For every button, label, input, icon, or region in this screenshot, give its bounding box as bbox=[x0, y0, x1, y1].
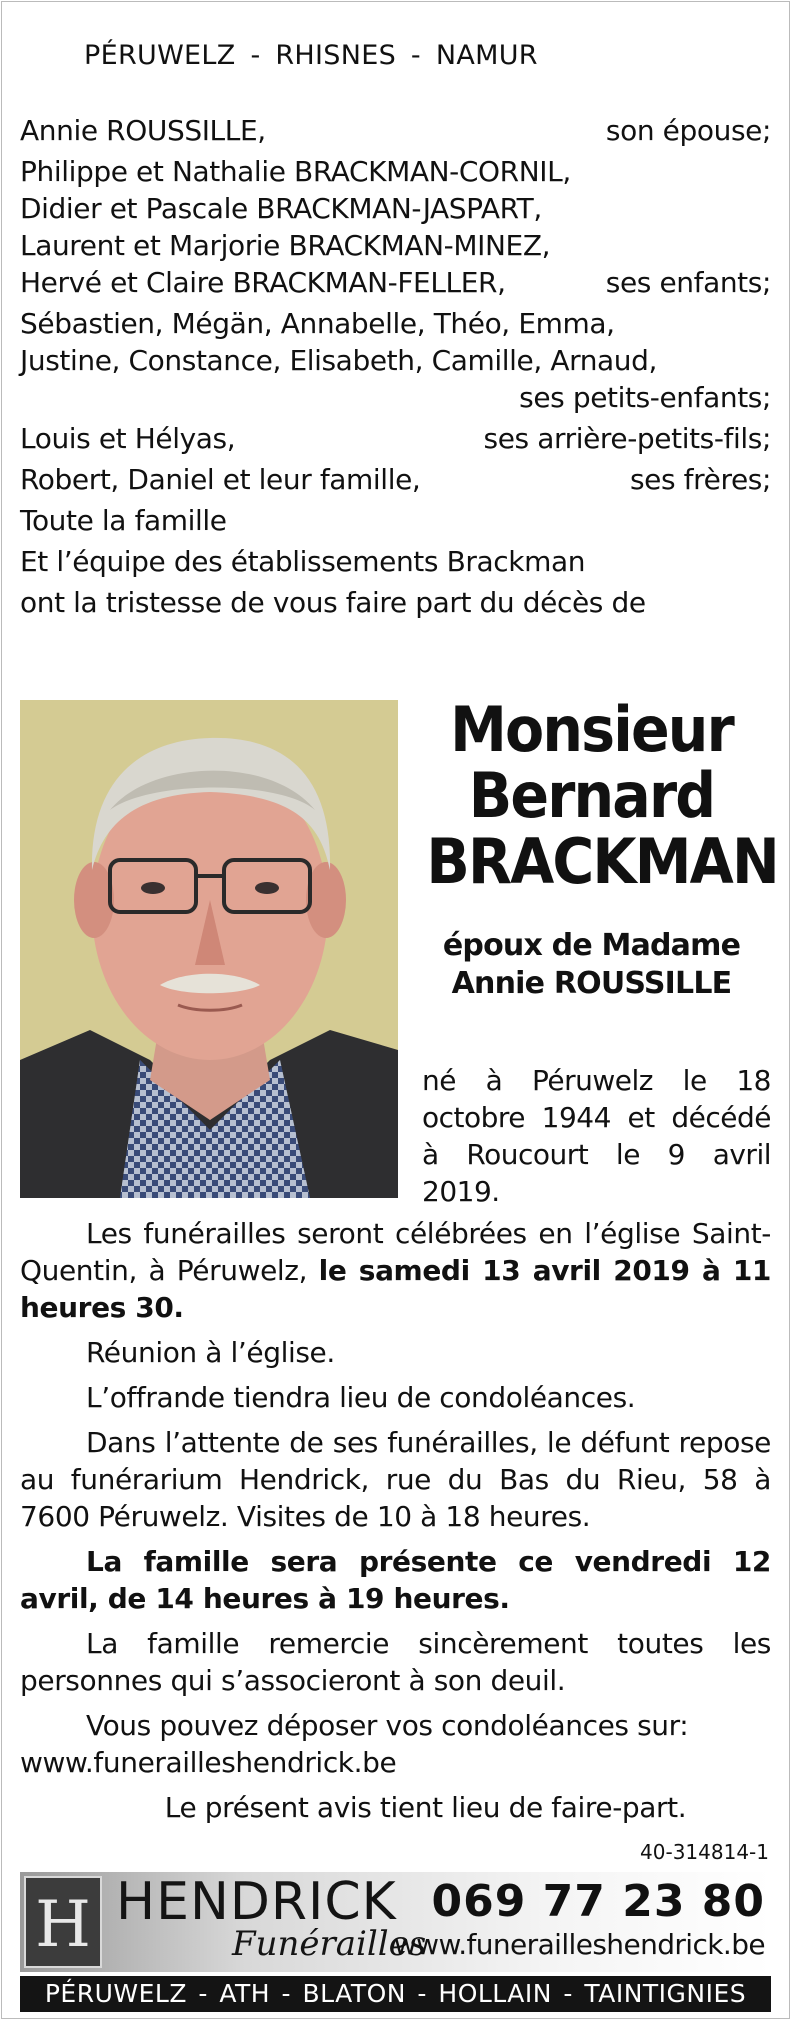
announcement-line: ont la tristesse de vous faire part du décès de bbox=[20, 586, 646, 619]
spouse-info bbox=[412, 927, 771, 1003]
phone-number[interactable]: 069 77 23 80 bbox=[431, 1876, 765, 1927]
birth-death-info: né à Péruwelz le 18 octobre 1944 et décédé à Roucourt le 9 avril 2019. bbox=[422, 1064, 771, 1208]
condolences-url[interactable]: www.funerailleshendrick.be bbox=[20, 1746, 397, 1779]
family-list bbox=[20, 112, 771, 621]
whole-family: Toute la famille bbox=[20, 504, 227, 537]
child-line: Hervé et Claire BRACKMAN-FELLER, bbox=[20, 266, 506, 299]
funeral-paragraph bbox=[20, 1215, 771, 1326]
portrait-illustration bbox=[20, 700, 398, 1198]
thanks-paragraph: La famille remercie sincèrement toutes les personnes qui s’associeront à son deuil. bbox=[20, 1627, 771, 1697]
spouse-line: Annie ROUSSILLE bbox=[451, 966, 732, 1001]
grandchildren-line: Sébastien, Mégän, Annabelle, Théo, Emma, bbox=[20, 307, 615, 340]
family-brothers-row bbox=[20, 461, 771, 498]
deceased-first-name: Bernard bbox=[468, 759, 715, 832]
brothers-role: ses frères; bbox=[629, 463, 771, 496]
brand-subtitle: Funérailles bbox=[232, 1924, 427, 1964]
family-great-grandchildren-row bbox=[20, 420, 771, 457]
child-line: Laurent et Marjorie BRACKMAN-MINEZ, bbox=[20, 229, 551, 262]
grandchildren-role: ses petits-enfants; bbox=[519, 381, 771, 414]
notice-line: Le présent avis tient lieu de faire-part. bbox=[164, 1791, 687, 1824]
family-present-paragraph: La famille sera présente ce vendredi 12 avril, de 14 heures à 19 heures. bbox=[20, 1545, 771, 1615]
spouse-name: Annie ROUSSILLE, bbox=[20, 114, 266, 147]
deceased-name-block bbox=[412, 693, 778, 1003]
condolences-text: Vous pouvez déposer vos condoléances sur: bbox=[86, 1709, 689, 1742]
great-grandchildren-role: ses arrière-petits-fils; bbox=[483, 422, 771, 455]
condolences-paragraph bbox=[20, 1707, 771, 1744]
family-spouse-row bbox=[20, 112, 771, 149]
deceased-last-name: BRACKMAN bbox=[426, 825, 778, 898]
obituary-page bbox=[1, 1, 790, 2019]
offering-paragraph: L’offrande tiendra lieu de condoléances. bbox=[86, 1381, 636, 1414]
rest-paragraph: Dans l’attente de ses funérailles, le défunt repose au funérarium Hendrick, rue du Bas du Rieu, 58 à 7600 Péruwelz. Visites de 10 à 18 heures. bbox=[20, 1426, 771, 1533]
reference-number: 40-314814-1 bbox=[640, 1840, 769, 1864]
funeral-text: Les funérailles seront célébrées en l’église Saint-Quentin, à Péruwelz, bbox=[20, 1217, 771, 1287]
brand-name: HENDRICK bbox=[116, 1872, 397, 1932]
footer-website[interactable]: www.funerailleshendrick.be bbox=[393, 1928, 765, 1961]
footer-cities: PÉRUWELZ - ATH - BLATON - HOLLAIN - TAINTIGNIES bbox=[20, 1976, 771, 2012]
family-children-row bbox=[20, 264, 771, 301]
logo-letter: H bbox=[35, 1888, 91, 1962]
great-grandchildren: Louis et Hélyas, bbox=[20, 422, 236, 455]
header-cities: PÉRUWELZ - RHISNES - NAMUR bbox=[84, 40, 538, 71]
grandchildren-line: Justine, Constance, Elisabeth, Camille, Arnaud, bbox=[20, 344, 658, 377]
brothers: Robert, Daniel et leur famille, bbox=[20, 463, 421, 496]
hendrick-logo bbox=[24, 1876, 102, 1968]
team-line: Et l’équipe des établissements Brackman bbox=[20, 545, 586, 578]
child-line: Didier et Pascale BRACKMAN-JASPART, bbox=[20, 192, 542, 225]
deceased-title: Monsieur bbox=[450, 693, 733, 766]
funeral-home-footer bbox=[20, 1872, 771, 2012]
funeral-details bbox=[20, 1215, 771, 1826]
meeting-paragraph: Réunion à l’église. bbox=[86, 1336, 335, 1369]
deceased-portrait bbox=[20, 700, 398, 1198]
spouse-line: époux de Madame bbox=[442, 928, 741, 963]
funeral-date: le samedi 13 avril 2019 à 11 heures 30. bbox=[20, 1254, 772, 1324]
spouse-role: son épouse; bbox=[605, 114, 771, 147]
children-role: ses enfants; bbox=[605, 266, 771, 299]
child-line: Philippe et Nathalie BRACKMAN-CORNIL, bbox=[20, 155, 571, 188]
